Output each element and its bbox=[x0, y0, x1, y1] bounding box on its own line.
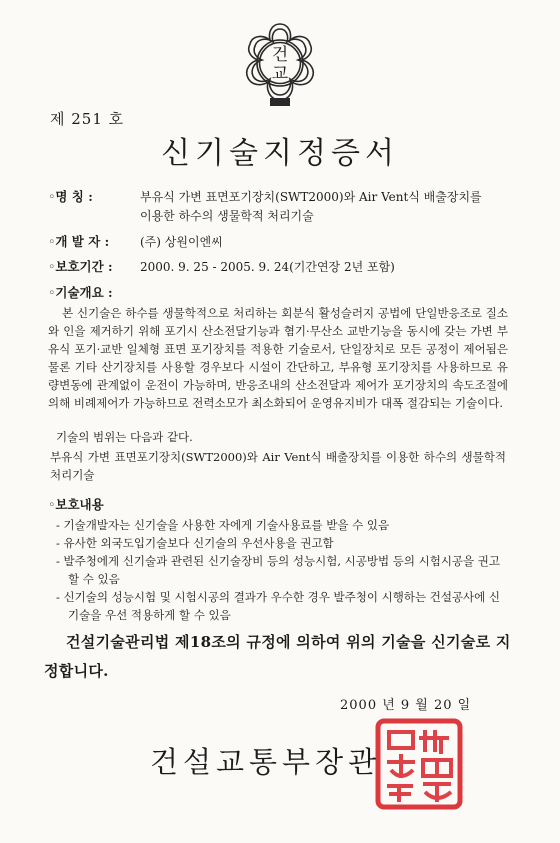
declaration-text: 건설기술관리법 제18조의 규정에 의하여 위의 기술을 신기술로 지정합니다. bbox=[44, 633, 511, 680]
protection-item: - 기술개발자는 신기술을 사용한 자에게 기술사용료를 받을 수 있음 bbox=[56, 518, 390, 532]
issue-date: 2000 년 9 월 20 일 bbox=[340, 698, 472, 713]
page-title: 신기술지정증서 bbox=[161, 136, 399, 171]
emblem-top-char: 건 bbox=[271, 45, 289, 65]
protection-item: - 발주청에게 신기술과 관련된 신기술장비 등의 성능시험, 시공방법 등의 시험시공을 권고할 수 있음 bbox=[56, 554, 501, 586]
emblem-bottom-char: 교 bbox=[271, 64, 289, 84]
protection-label: ◦보호내용 bbox=[48, 497, 104, 512]
name-label: ◦명 칭 : bbox=[48, 189, 93, 204]
protection-item: - 신기술의 성능시험 및 시험시공의 결과가 우수한 경우 발주청이 시행하는 건설공사에 신기술을 우선 적용하게 할 수 있음 bbox=[56, 590, 501, 622]
scope-intro: 기술의 범위는 다음과 같다. bbox=[56, 430, 193, 444]
official-seal-icon bbox=[375, 718, 463, 810]
overview-paragraph: 본 신기술은 하수를 생물학적으로 처리하는 회분식 활성슬러지 공법에 단일반응조로 질소와 인을 제거하기 위해 포기시 산소전달기능과 혐기·무산소 교반기능을 동시에 갖는 가변 부유식 포기·교반 일체형 표면 포기장치를 적용한 기술로서, 단일장치로 모든 공정이 제어됨은 물론 기타 산기장치를 사용할 경우보다 시설이 간단하고, 부유형 포기장치를 사용하므로 유량변동에 관계없이 운전이 가능하며, 반응조내의 산소전달과 제어가 포기장치의 속도조절에 의해 비례제어가 가능하므로 전력소모가 최소화되어 운영유지비가 대폭 절감되는 기술이다. bbox=[48, 306, 508, 410]
name-value-line1: 부유식 가변 표면포기장치(SWT2000)와 Air Vent식 배출장치를 bbox=[140, 190, 482, 204]
name-value-line2: 이용한 하수의 생물학적 처리기술 bbox=[140, 209, 314, 223]
scope-text: 부유식 가변 표면포기장치(SWT2000)와 Air Vent식 배출장치를 이용한 하수의 생물학적 처리기술 bbox=[50, 450, 506, 482]
period-label: ◦보호기간 : bbox=[48, 259, 113, 274]
protection-item: - 유사한 외국도입기술보다 신기술의 우선사용을 권고함 bbox=[56, 536, 334, 550]
developer-label: ◦개 발 자 : bbox=[48, 234, 110, 249]
protection-list bbox=[56, 516, 506, 624]
flower-emblem-icon bbox=[230, 18, 330, 118]
overview-label: ◦기술개요 : bbox=[48, 285, 113, 300]
issuer-name: 건설교통부장관 bbox=[150, 745, 382, 779]
developer-value: (주) 상원이엔씨 bbox=[140, 235, 223, 249]
certificate-number: 제 251 호 bbox=[50, 110, 125, 128]
period-value: 2000. 9. 25 - 2005. 9. 24(기간연장 2년 포함) bbox=[140, 260, 395, 274]
